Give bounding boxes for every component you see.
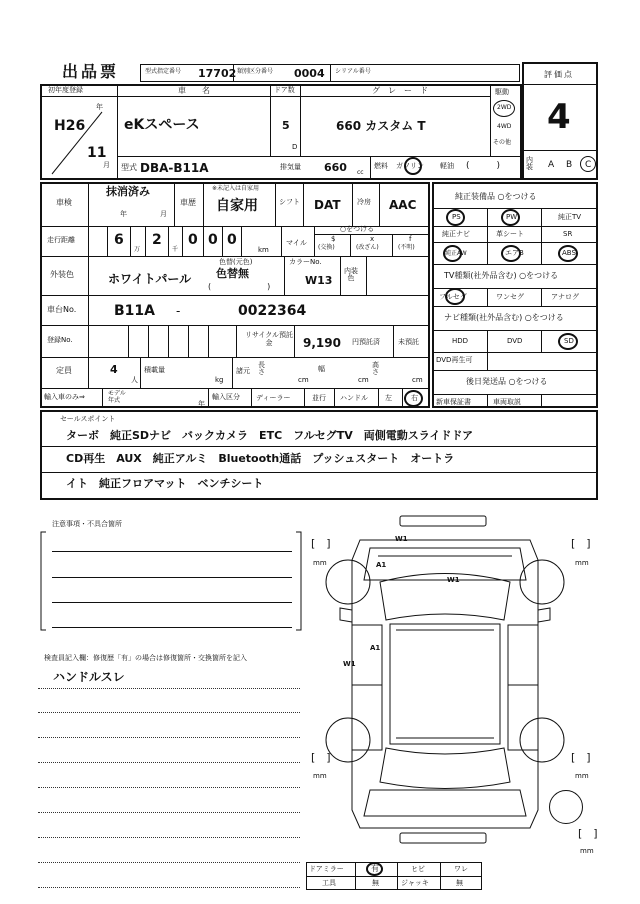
- color-label: 外装色: [50, 270, 74, 279]
- grade-label: グ レ ー ド: [372, 86, 428, 95]
- equip-sr: SR: [563, 230, 573, 238]
- spare-tire: [549, 790, 583, 824]
- equip-airbag: エアB: [505, 249, 524, 257]
- color-no-label: カラーNo.: [289, 258, 322, 266]
- class-label: 類別区分番号: [237, 68, 274, 75]
- alter-label: (改ざん): [356, 244, 379, 251]
- size-label: 諸元: [236, 367, 250, 375]
- sales-line-2: CD再生 AUX 純正アルミ Bluetooth通話 プッシュスタート オートラ: [66, 452, 455, 465]
- sales-line-1: ターボ 純正SDナビ バックカメラ ETC フルセグTV 両側電動スライドドア: [66, 429, 474, 442]
- length-label: 長さ: [258, 361, 265, 376]
- shift-label: シフト: [279, 198, 300, 206]
- mileage-digit-4: 0: [208, 232, 218, 248]
- disp-unit: cc: [357, 169, 364, 176]
- equip-aw-circle: [443, 245, 462, 262]
- mileage-digit-2: 2: [152, 232, 162, 248]
- sen-unit: 千: [172, 246, 179, 253]
- man-unit: 万: [134, 246, 141, 253]
- sheet-title: 出品票: [62, 62, 120, 81]
- fuel-gas: ガソリン: [396, 162, 424, 170]
- model-value: DBA-B11A: [140, 161, 209, 175]
- navi-hdd: HDD: [452, 337, 469, 345]
- car-name: eKスペース: [124, 117, 200, 133]
- repaint-value: 色替無: [216, 267, 249, 280]
- mirror-yes-circle: [366, 862, 383, 876]
- class-no: 0004: [294, 67, 325, 80]
- recycle-not: 未預託: [398, 338, 419, 346]
- recycle-value: 9,190: [303, 336, 341, 350]
- navi-dvd: DVD: [507, 337, 523, 345]
- sales-line-3: イト 純正フロアマット ベンチシート: [66, 477, 264, 490]
- height-unit: cm: [412, 376, 423, 384]
- inspector-text: ハンドルスレ: [53, 670, 125, 684]
- handle-left: 左: [385, 394, 392, 402]
- tv-fullseg-circle: [445, 288, 465, 305]
- tire-rr-mm: mm: [575, 772, 589, 780]
- damage-mark-a1-fender: A1: [376, 561, 387, 569]
- model-year-label: モデル年式: [108, 390, 126, 404]
- tire-fr-mm: mm: [575, 559, 589, 567]
- serial-label: シリアル番号: [335, 68, 371, 75]
- later-manual: 車両取説: [493, 398, 521, 406]
- year-unit: 年: [96, 103, 103, 111]
- interior-c: C: [585, 160, 592, 170]
- reg-month: 11: [87, 145, 107, 161]
- model-label: 型式: [121, 163, 137, 172]
- grade-value: 660 カスタム T: [336, 119, 426, 133]
- equip-navi: 純正ナビ: [442, 230, 470, 238]
- load-unit: kg: [215, 376, 224, 384]
- equip-aw: 純正AW: [445, 250, 467, 257]
- repaint-paren: ( ): [208, 282, 271, 291]
- equip-leather: 革シート: [496, 230, 524, 238]
- import-class-label: 輸入区分: [212, 393, 240, 401]
- inspection-label: 車検: [56, 198, 72, 207]
- mileage-digit-1: 6: [114, 232, 124, 248]
- model-cert-no: 17702: [198, 67, 237, 80]
- chassis-no: 0022364: [238, 303, 307, 319]
- width-label: 幅: [318, 365, 325, 373]
- month-unit: 月: [103, 161, 110, 169]
- tools-value: 無: [372, 879, 379, 887]
- equip-tv: 純正TV: [558, 213, 582, 221]
- fuel-gas-circle: [404, 157, 422, 175]
- handle-right: 右: [411, 394, 418, 402]
- inspection-year-unit: 年: [120, 210, 127, 218]
- damage-mark-a1-door: A1: [370, 644, 381, 652]
- car-name-label: 車 名: [178, 86, 210, 95]
- jack-label: ジャッキ: [401, 879, 429, 887]
- score-label: 評価点: [544, 70, 574, 79]
- mileage-label: 走行距離: [47, 236, 75, 244]
- equip-pw: PW: [506, 213, 518, 221]
- chassis-dash: -: [176, 304, 181, 318]
- first-reg-label: 初年度登録: [48, 86, 83, 94]
- shift-value: DAT: [314, 198, 341, 212]
- f-mark: f: [409, 235, 412, 243]
- navi-title: ナビ種類(社外品含む) ○をつける: [444, 313, 564, 322]
- capacity-unit: 人: [131, 376, 138, 384]
- doors-label: ドア数: [274, 86, 295, 94]
- mileage-digit-5: 0: [227, 232, 237, 248]
- dealer-option: ディーラー: [256, 394, 291, 402]
- interior-color-label: 内装色: [344, 267, 358, 282]
- interior-label: 内装: [526, 156, 533, 171]
- exchange-label: (交換): [318, 244, 335, 251]
- fuel-diesel: 軽油: [440, 162, 454, 170]
- fuel-label: 燃料: [374, 162, 388, 170]
- equip-title: 純正装備品 ○をつける: [455, 192, 537, 201]
- damage-mark-w1-windshield: W1: [447, 576, 460, 584]
- dvd-play: DVD再生可: [436, 356, 473, 364]
- later-warranty: 新車保証書: [436, 398, 471, 406]
- chassis-model: B11A: [114, 303, 155, 319]
- navi-sd-circle: [558, 333, 578, 350]
- sales-label: セールスポイント: [60, 415, 116, 423]
- damage-mark-w1-front: W1: [395, 535, 408, 543]
- doors-value: 5: [282, 119, 290, 132]
- later-title: 後日発送品 ○をつける: [466, 377, 548, 386]
- tv-oneseg: ワンセグ: [496, 293, 524, 301]
- inspection-value: 抹消済み: [106, 185, 150, 198]
- model-cert-label: 型式指定番号: [145, 68, 182, 75]
- load-label: 積載量: [144, 366, 165, 374]
- tv-title: TV種類(社外品含む) ○をつける: [444, 271, 559, 280]
- km-unit: km: [258, 246, 269, 254]
- drive-4wd: 4WD: [497, 123, 512, 130]
- tv-fullseg: フルセグ: [439, 293, 467, 301]
- height-label: 高さ: [372, 361, 379, 376]
- mile-label: マイル: [286, 239, 307, 247]
- disp-value: 660: [324, 161, 347, 174]
- inspector-label: 検査員記入欄：修復歴「有」の場合は修復箇所・交換箇所を記入: [44, 654, 247, 662]
- circle-note: ○をつける: [340, 225, 375, 233]
- equip-abs: ABS: [562, 249, 576, 257]
- handle-right-circle: [404, 390, 423, 407]
- score-value: 4: [547, 97, 571, 137]
- inspection-month-unit: 月: [160, 210, 167, 218]
- repaint-label: 色替(元色): [219, 258, 253, 266]
- regno-label: 登録No.: [47, 336, 73, 344]
- cooler-label: 冷房: [357, 198, 371, 206]
- handle-label: ハンドル: [340, 394, 368, 402]
- mirror-ware: ワレ: [454, 865, 468, 873]
- damage-mark-w1-side: W1: [343, 660, 356, 668]
- spare-mm: mm: [580, 847, 594, 855]
- tv-analog: アナログ: [551, 293, 579, 301]
- color-no-value: W13: [305, 274, 333, 287]
- caution-bracket: [38, 524, 304, 636]
- mirror-hibi: ヒビ: [411, 865, 425, 873]
- spare-bracket: [ ]: [578, 827, 598, 840]
- equip-ps-circle: [446, 209, 465, 226]
- import-label: 輸入車のみ⇒: [44, 393, 85, 401]
- history-label: 車歴: [180, 198, 196, 207]
- x-mark: x: [370, 235, 375, 243]
- tools-label: 工具: [322, 879, 336, 887]
- doors-suffix: D: [292, 143, 298, 151]
- model-year-unit: 年: [198, 400, 205, 408]
- tire-rl-mm: mm: [313, 772, 327, 780]
- recycle-label: リサイクル預託金: [244, 331, 294, 348]
- equip-abs-circle: [558, 245, 578, 262]
- mirror-label: ドアミラー: [309, 865, 344, 873]
- width-unit: cm: [358, 376, 369, 384]
- dollar-mark: $: [331, 235, 336, 243]
- equip-pw-circle: [501, 209, 520, 226]
- history-value: 自家用: [216, 198, 258, 214]
- tire-rr-bracket: [ ]: [571, 751, 591, 764]
- interior-b: B: [566, 160, 573, 170]
- interior-a: A: [548, 160, 555, 170]
- equip-airbag-circle: [501, 245, 521, 262]
- navi-sd: SD: [564, 337, 574, 345]
- jack-value: 無: [456, 879, 463, 887]
- history-note: ※未記入は自家用: [212, 185, 260, 192]
- recycle-unit: 円預託済: [352, 338, 380, 346]
- interior-c-circle: [580, 156, 596, 172]
- tire-rl-bracket: [ ]: [311, 751, 331, 764]
- parallel-option: 並行: [312, 394, 326, 402]
- drive-label: 駆動: [495, 88, 509, 96]
- cooler-value: AAC: [389, 198, 417, 212]
- disp-label: 排気量: [280, 163, 301, 171]
- drive-2wd: 2WD: [497, 104, 512, 111]
- era-year: H26: [54, 118, 86, 134]
- tire-fl-mm: mm: [313, 559, 327, 567]
- capacity-value: 4: [110, 363, 118, 376]
- mileage-digit-3: 0: [188, 232, 198, 248]
- drive-other: その他: [493, 139, 512, 146]
- unknown-label: (不明): [398, 244, 415, 251]
- tire-fr-bracket: [ ]: [571, 537, 591, 550]
- caution-label: 注意事項・不具合箇所: [52, 520, 122, 528]
- mirror-yes: 有: [371, 864, 379, 873]
- chassis-label: 車台No.: [47, 305, 77, 314]
- color-value: ホワイトパール: [108, 272, 192, 286]
- tire-fl-bracket: [ ]: [311, 537, 331, 550]
- capacity-label: 定員: [56, 366, 72, 375]
- equip-ps: PS: [452, 213, 461, 221]
- length-unit: cm: [298, 376, 309, 384]
